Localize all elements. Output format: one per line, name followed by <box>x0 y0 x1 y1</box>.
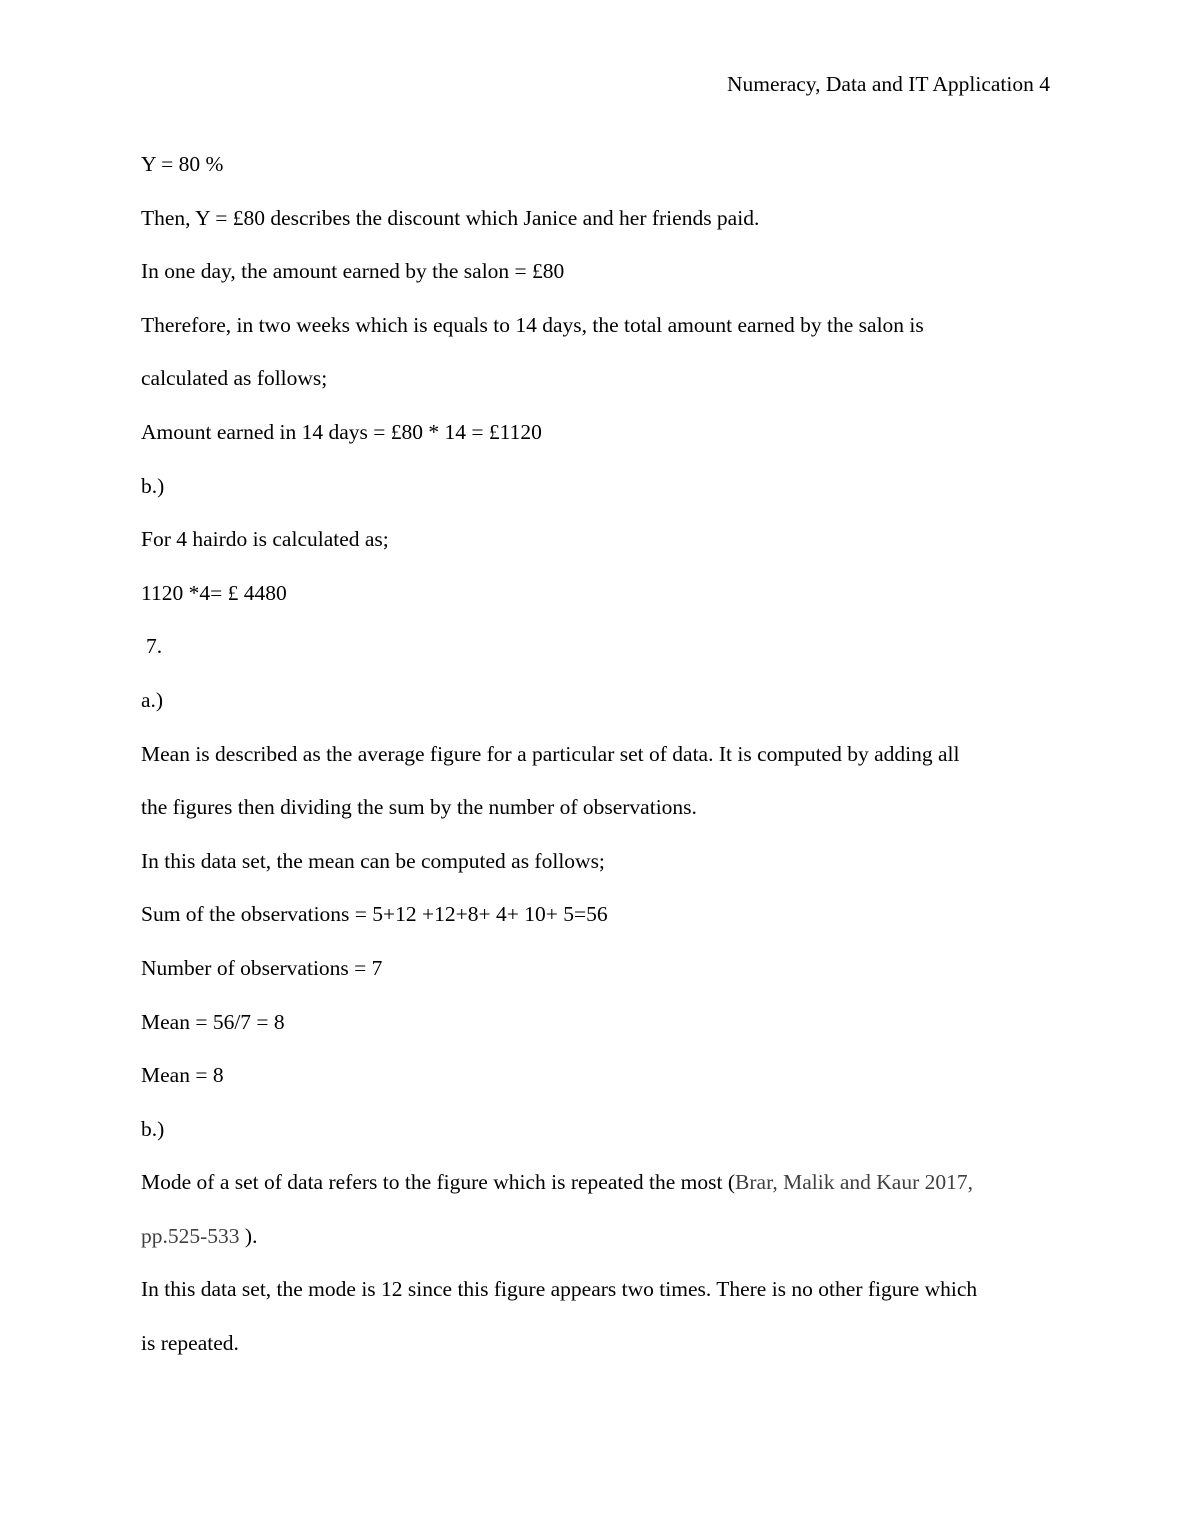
text-line: is repeated. <box>141 1331 239 1356</box>
question-number: 7. <box>146 634 163 659</box>
text-line: In this data set, the mean can be computed as follows; <box>141 848 605 873</box>
section-label: b.) <box>141 473 165 498</box>
text-line: 1120 *4= £ 4480 <box>141 580 287 605</box>
document-body <box>141 150 1061 1383</box>
text-line: calculated as follows; <box>141 366 328 391</box>
running-head: Numeracy, Data and IT Application 4 <box>727 72 1050 96</box>
text-line: Y = 80 % <box>141 152 224 176</box>
text-line: Amount earned in 14 days = £80 * 14 = £1120 <box>141 419 542 444</box>
mode-text-end: ). <box>239 1223 258 1248</box>
text-line: Mean = 56/7 = 8 <box>141 1009 285 1034</box>
text-line: Mean = 8 <box>141 1063 224 1088</box>
text-line: Sum of the observations = 5+12 +12+8+ 4+ 10+ 5=56 <box>141 902 608 927</box>
text-line: the figures then dividing the sum by the number of observations. <box>141 795 697 820</box>
text-line: In this data set, the mode is 12 since this figure appears two times. There is no other figure which <box>141 1277 978 1302</box>
text-line: Then, Y = £80 describes the discount which Janice and her friends paid. <box>141 205 760 230</box>
text-line: Number of observations = 7 <box>141 955 383 980</box>
mode-paragraph-line-2 <box>141 1222 1061 1250</box>
mode-text: Mode of a set of data refers to the figure which is repeated the most ( <box>141 1170 736 1195</box>
citation: Brar, Malik and Kaur 2017, <box>735 1170 974 1195</box>
text-line: For 4 hairdo is calculated as; <box>141 527 389 552</box>
mode-paragraph-line-1 <box>141 1168 1061 1196</box>
section-label: a.) <box>141 687 164 712</box>
text-line: Mean is described as the average figure for a particular set of data. It is computed by adding all <box>141 741 960 766</box>
text-line: Therefore, in two weeks which is equals to 14 days, the total amount earned by the salon is <box>141 312 924 337</box>
citation-pages: pp.525-533 <box>141 1223 240 1248</box>
text-line: In one day, the amount earned by the salon = £80 <box>141 259 565 284</box>
section-label: b.) <box>141 1116 165 1141</box>
